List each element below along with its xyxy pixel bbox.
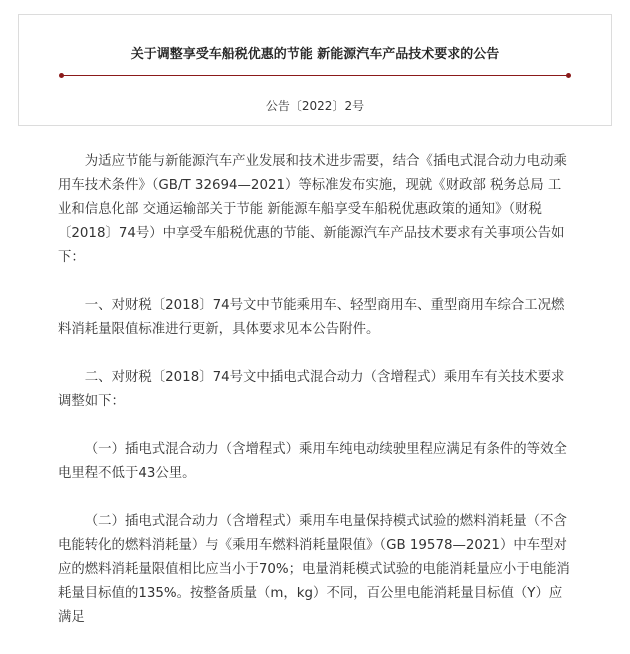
divider-right-dot (566, 73, 571, 78)
announcement-body (58, 150, 570, 654)
item-one-paragraph: （一）插电式混合动力（含增程式）乘用车纯电动续驶里程应满足有条件的等效全电里程不低于43公里。 (58, 442, 567, 481)
document-number: 公告〔2022〕2号 (265, 99, 365, 113)
item-two-paragraph: （二）插电式混合动力（含增程式）乘用车电量保持模式试验的燃料消耗量（不含电能转化的燃料消耗量）与《乘用车燃料消耗量限值》（GB 19578—2021）中车型对应的燃料消耗量限值相比应当小于70%；电量消耗模式试验的电能消耗量应小于电能消耗量目标值的135%。按整备质量（m，kg）不同，百公里电能消耗量目标值（Y）应满足 (58, 514, 570, 625)
divider-left-dot (59, 73, 64, 78)
section-two-paragraph: 二、对财税〔2018〕74号文中插电式混合动力（含增程式）乘用车有关技术要求调整如下： (58, 370, 565, 409)
title-divider (61, 75, 569, 76)
announcement-header (18, 14, 612, 126)
section-one-paragraph: 一、对财税〔2018〕74号文中节能乘用车、轻型商用车、重型商用车综合工况燃料消耗量限值标准进行更新，具体要求见本公告附件。 (58, 298, 565, 337)
intro-paragraph: 为适应节能与新能源汽车产业发展和技术进步需要，结合《插电式混合动力电动乘用车技术条件》（GB/T 32694—2021）等标准发布实施，现就《财政部 税务总局 工业和信息化部 交通运输部关于节能 新能源车船享受车船税优惠政策的通知》（财税〔2018〕74号）中享受车船税优惠的节能、新能源汽车产品技术要求有关事项公告如下： (58, 154, 567, 265)
page-title: 关于调整享受车船税优惠的节能 新能源汽车产品技术要求的公告 (130, 47, 500, 62)
